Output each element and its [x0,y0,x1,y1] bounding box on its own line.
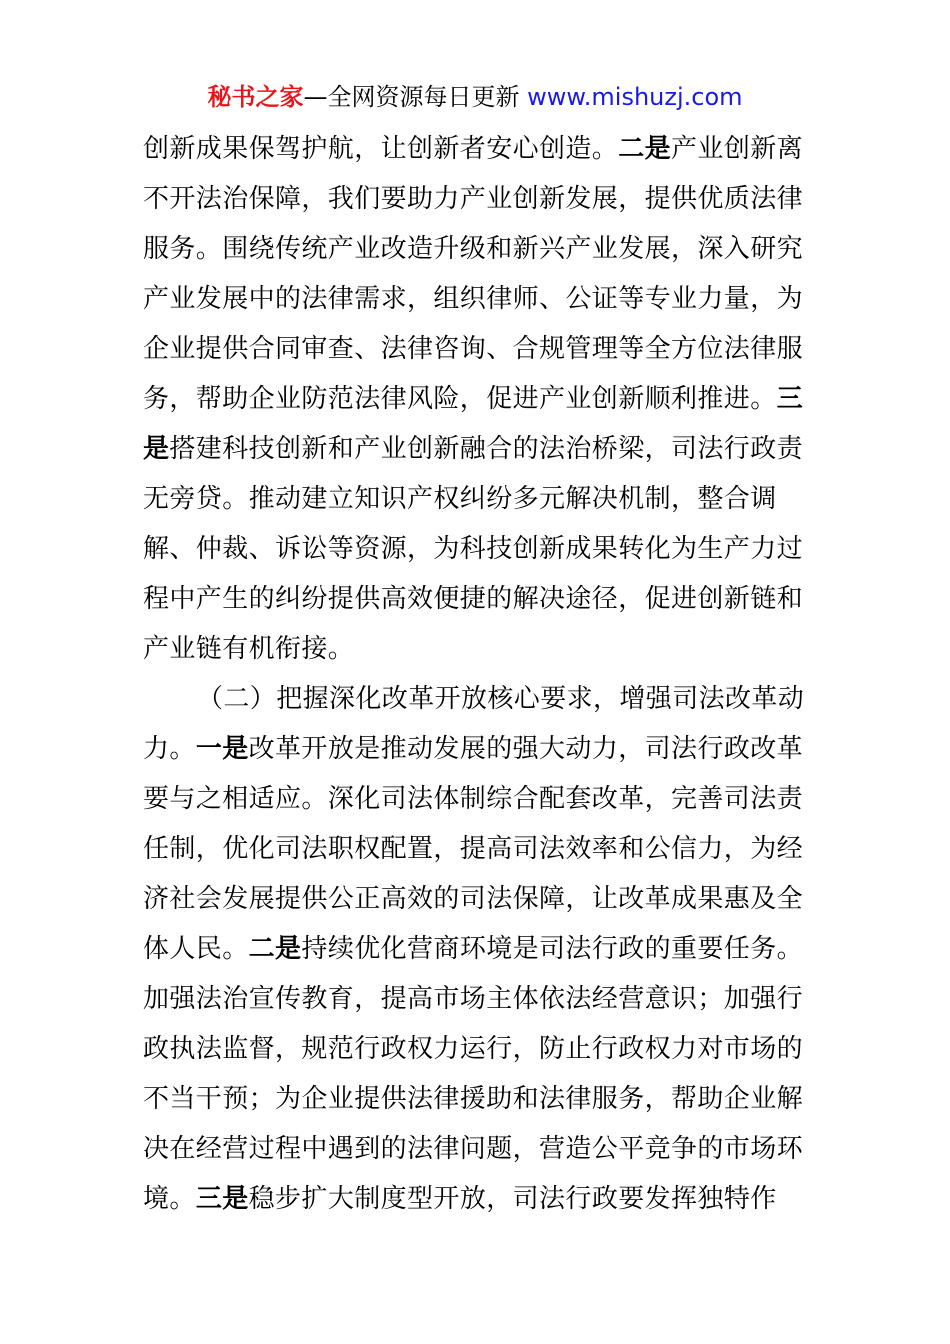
text-line [143,124,811,174]
emphasis-span: 三 [776,384,804,414]
text-span: 无旁贷。推动建立知识产权纠纷多元解决机制，整合调 [143,484,777,514]
text-span: 产业链有机衔接。 [143,634,355,664]
text-line [143,774,811,824]
emphasis-span: 是 [143,434,170,464]
section-heading-line [143,674,811,724]
text-span: 加强法治宣传教育，提高市场主体依法经营意识；加强行 [143,984,804,1014]
text-line [143,1074,811,1124]
text-line [143,724,811,774]
text-span: （二）把握深化改革开放核心要求，增强司法改革动 [197,684,805,714]
site-tagline: —全网资源每日更新 [303,83,520,111]
text-line [143,874,811,924]
text-line [143,974,811,1024]
site-brand: 秘书之家 [207,83,304,111]
text-line [143,1024,811,1074]
emphasis-span: 二是 [618,134,672,164]
emphasis-span: 三是 [195,1184,249,1214]
site-url-link[interactable]: www.mishuzj.com [527,83,743,111]
text-span: 务，帮助企业防范法律风险，促进产业创新顺利推进。 [143,384,777,414]
text-span: 不开法治保障，我们要助力产业创新发展，提供优质法律 [143,184,804,214]
text-span: 改革开放是推动发展的强大动力，司法行政改革 [248,734,804,764]
text-span: 决在经营过程中遇到的法律问题，营造公平竞争的市场环 [143,1134,804,1164]
text-span: 产业发展中的法律需求，组织律师、公证等专业力量，为 [143,284,804,314]
text-span: 不当干预；为企业提供法律援助和法律服务，帮助企业解 [143,1084,804,1114]
text-line [143,624,811,674]
emphasis-span: 一是 [195,734,249,764]
text-line [143,174,811,224]
text-span: 企业提供合同审查、法律咨询、合规管理等全方位法律服 [143,334,804,364]
text-span: 解、仲裁、诉讼等资源，为科技创新成果转化为生产力过 [143,534,804,564]
text-span: 持续优化营商环境是司法行政的重要任务。 [301,934,804,964]
text-span: 体人民。 [143,934,249,964]
text-line [143,424,811,474]
text-line [143,574,811,624]
text-span: 搭建科技创新和产业创新融合的法治桥梁，司法行政责 [169,434,804,464]
emphasis-span: 二是 [248,934,302,964]
text-line [143,524,811,574]
text-span: 创新成果保驾护航，让创新者安心创造。 [143,134,619,164]
text-line [143,1124,811,1174]
text-span: 力。 [143,734,196,764]
text-span: 稳步扩大制度型开放，司法行政要发挥独特作 [248,1184,777,1214]
text-span: 济社会发展提供公正高效的司法保障，让改革成果惠及全 [143,884,804,914]
text-line [143,824,811,874]
text-span: 程中产生的纠纷提供高效便捷的解决途径，促进创新链和 [143,584,804,614]
text-span: 境。 [143,1184,196,1214]
text-line [143,374,811,424]
text-line [143,324,811,374]
text-line [143,924,811,974]
text-span: 产业创新离 [671,134,804,164]
text-span: 服务。围绕传统产业改造升级和新兴产业发展，深入研究 [143,234,804,264]
text-line [143,224,811,274]
text-line [143,274,811,324]
text-line [143,1174,811,1224]
text-span: 要与之相适应。深化司法体制综合配套改革，完善司法责 [143,784,804,814]
text-line [143,474,811,524]
text-span: 任制，优化司法职权配置，提高司法效率和公信力，为经 [143,834,804,864]
document-body [143,124,811,1224]
text-span: 政执法监督，规范行政权力运行，防止行政权力对市场的 [143,1034,804,1064]
site-header [0,80,950,114]
